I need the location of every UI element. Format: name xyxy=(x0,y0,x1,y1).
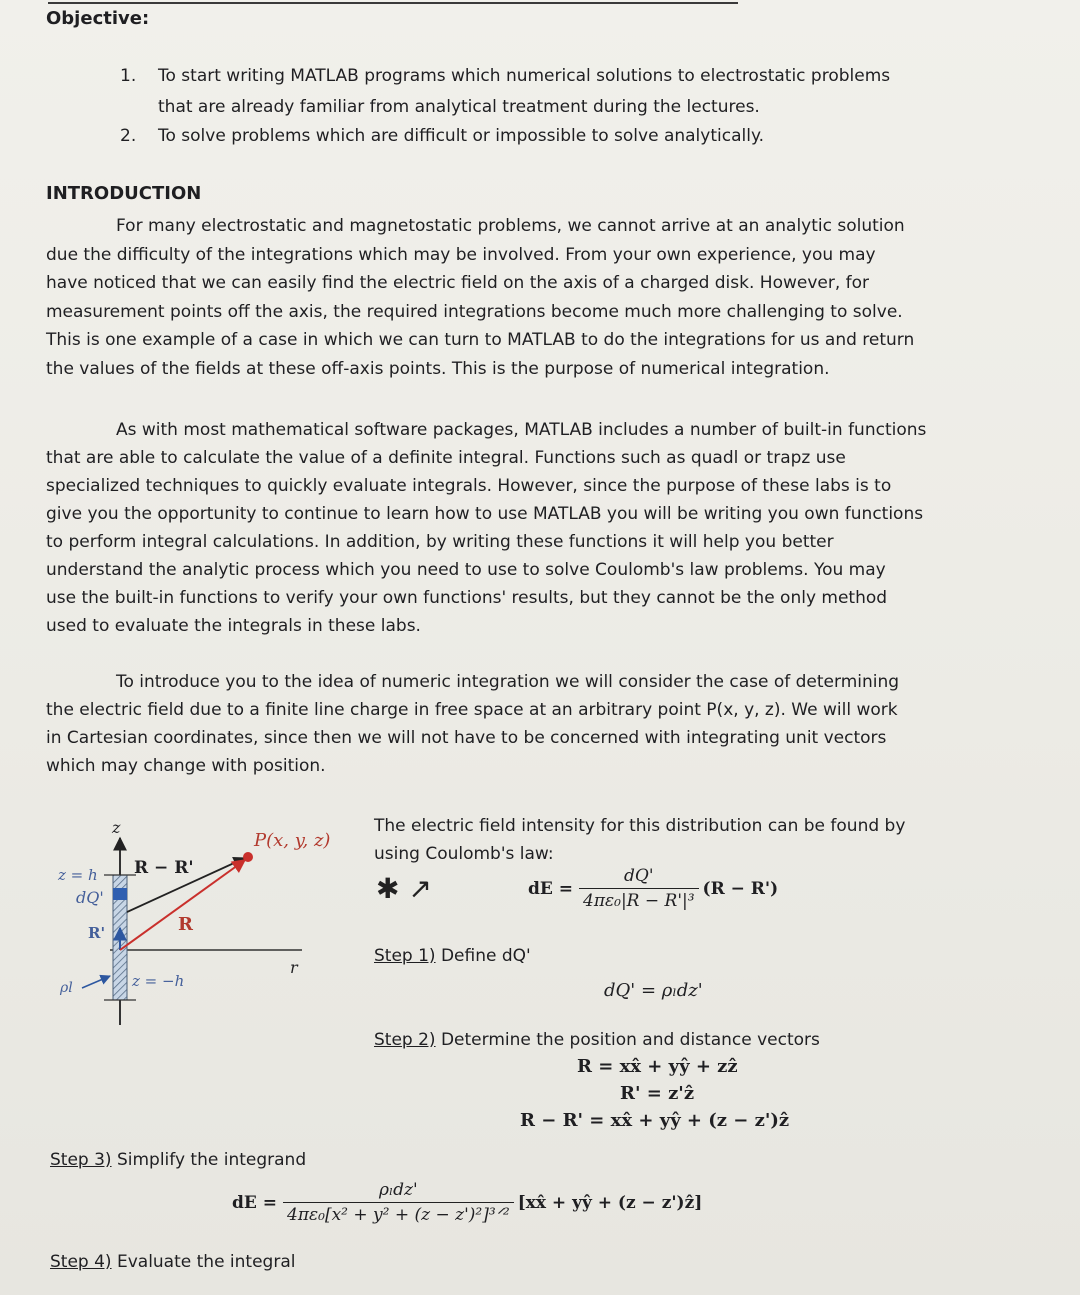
r-label: R xyxy=(178,914,193,935)
top-rule xyxy=(48,2,738,4)
coulomb-intro-line1: The electric field intensity for this distribution can be found by xyxy=(374,816,906,836)
step2-eq3: R − R' = xx̂ + yŷ + (z − z')ẑ xyxy=(520,1110,790,1131)
para3-line: in Cartesian coordinates, since then we will not have to be concerned with integrating unit vectors xyxy=(46,728,887,748)
step2-label: Step 2) xyxy=(374,1030,436,1050)
dq-label: dQ' xyxy=(76,888,104,907)
bottom-label: z = −h xyxy=(132,972,185,990)
step2-eq1: R = xx̂ + yŷ + zẑ xyxy=(577,1056,738,1077)
step3-equation xyxy=(232,1180,702,1225)
step1-label: Step 1) xyxy=(374,946,436,966)
coulomb-equation xyxy=(528,866,778,911)
step2-text: Determine the position and distance vectors xyxy=(440,1030,820,1050)
step1 xyxy=(374,946,531,966)
objective-heading: Objective: xyxy=(46,8,150,29)
step2-eq2: R' = z'ẑ xyxy=(620,1083,695,1104)
para2-line: understand the analytic process which you need to use to solve Coulomb's law problems. You may xyxy=(46,560,886,580)
rho-label: ρl xyxy=(60,980,73,996)
coulomb-numerator: dQ' xyxy=(579,866,699,889)
step3-text: Simplify the integrand xyxy=(116,1150,307,1170)
para1-line: due the difficulty of the integrations which may be involved. From your own experience, you may xyxy=(46,244,876,265)
para1-line: This is one example of a case in which we can turn to MATLAB to do the integrations for us and return xyxy=(46,330,915,351)
step4 xyxy=(50,1252,295,1272)
intro-paragraph-2 xyxy=(46,416,1006,640)
para1-line: the values of the fields at these off-axis points. This is the purpose of numerical integration. xyxy=(46,358,830,379)
objective-item-2-line1: To solve problems which are difficult or impossible to solve analytically. xyxy=(158,126,764,146)
introduction-heading: INTRODUCTION xyxy=(46,183,202,204)
para2-line: As with most mathematical software packages, MATLAB includes a number of built-in functions xyxy=(116,420,927,440)
para2-line: that are able to calculate the value of a definite integral. Functions such as quadl or trapz use xyxy=(46,448,846,468)
r-minus-rprime-label: R − R' xyxy=(134,858,194,878)
point-p xyxy=(243,852,253,862)
step3-numerator: ρₗdz' xyxy=(283,1180,514,1203)
coulomb-rhs: (R − R') xyxy=(702,878,779,899)
intro-paragraph-1 xyxy=(46,212,1006,384)
r-axis-label: r xyxy=(290,958,298,977)
step3-lhs: dE = xyxy=(232,1192,278,1213)
para2-line: use the built-in functions to verify your own functions' results, but they cannot be the only method xyxy=(46,588,888,608)
step1-equation: dQ' = ρₗdz' xyxy=(604,980,703,1001)
objective-num-1: 1. xyxy=(120,66,137,86)
objective-num-2: 2. xyxy=(120,126,137,146)
step1-text: Define dQ' xyxy=(440,946,531,966)
step4-text: Evaluate the integral xyxy=(116,1252,296,1272)
para3-line: To introduce you to the idea of numeric integration we will consider the case of determining xyxy=(116,672,900,692)
rho-arrow xyxy=(82,976,110,988)
para1-line: For many electrostatic and magnetostatic problems, we cannot arrive at an analytic solution xyxy=(116,216,905,236)
para2-line: specialized techniques to quickly evaluate integrals. However, since the purpose of these labs is to xyxy=(46,476,892,496)
rprime-label: R' xyxy=(88,924,106,942)
para2-line: give you the opportunity to continue to learn how to use MATLAB you will be writing you own functions xyxy=(46,504,924,524)
step4-label: Step 4) xyxy=(50,1252,112,1272)
step3-denominator: 4πε₀[x² + y² + (z − z')²]³ᐟ² xyxy=(287,1205,510,1225)
step2 xyxy=(374,1030,820,1050)
para2-line: to perform integral calculations. In addition, by writing these functions it will help you better xyxy=(46,532,834,552)
handwritten-star: ✱ ↗ xyxy=(376,872,432,905)
objective-item-1-line1: To start writing MATLAB programs which numerical solutions to electrostatic problems xyxy=(158,66,891,86)
para1-line: measurement points off the axis, the required integrations become much more challenging to solve. xyxy=(46,301,903,322)
charge-element xyxy=(113,888,127,900)
line-charge-figure xyxy=(40,800,370,1040)
coulomb-denominator: 4πε₀|R − R'|³ xyxy=(583,891,695,911)
coulomb-fraction xyxy=(579,866,699,911)
objective-item-1-line2: that are already familiar from analytical treatment during the lectures. xyxy=(158,97,760,117)
para1-line: have noticed that we can easily find the electric field on the axis of a charged disk. However, for xyxy=(46,273,870,294)
para3-line: which may change with position. xyxy=(46,756,326,776)
step3-label: Step 3) xyxy=(50,1150,112,1170)
step3-fraction xyxy=(283,1180,514,1225)
step3 xyxy=(50,1150,306,1170)
point-label: P(x, y, z) xyxy=(254,830,331,851)
para3-line: the electric field due to a finite line charge in free space at an arbitrary point P(x, y, z). We will work xyxy=(46,700,898,720)
para2-line: used to evaluate the integrals in these labs. xyxy=(46,616,421,636)
z-axis-label: z xyxy=(112,818,121,837)
intro-paragraph-3 xyxy=(46,668,1006,780)
coulomb-intro-line2: using Coulomb's law: xyxy=(374,844,554,864)
coulomb-intro xyxy=(374,812,984,868)
step3-rhs: [xx̂ + yŷ + (z − z')ẑ] xyxy=(517,1192,703,1213)
top-label: z = h xyxy=(58,866,98,884)
coulomb-lhs: dE = xyxy=(528,878,574,899)
